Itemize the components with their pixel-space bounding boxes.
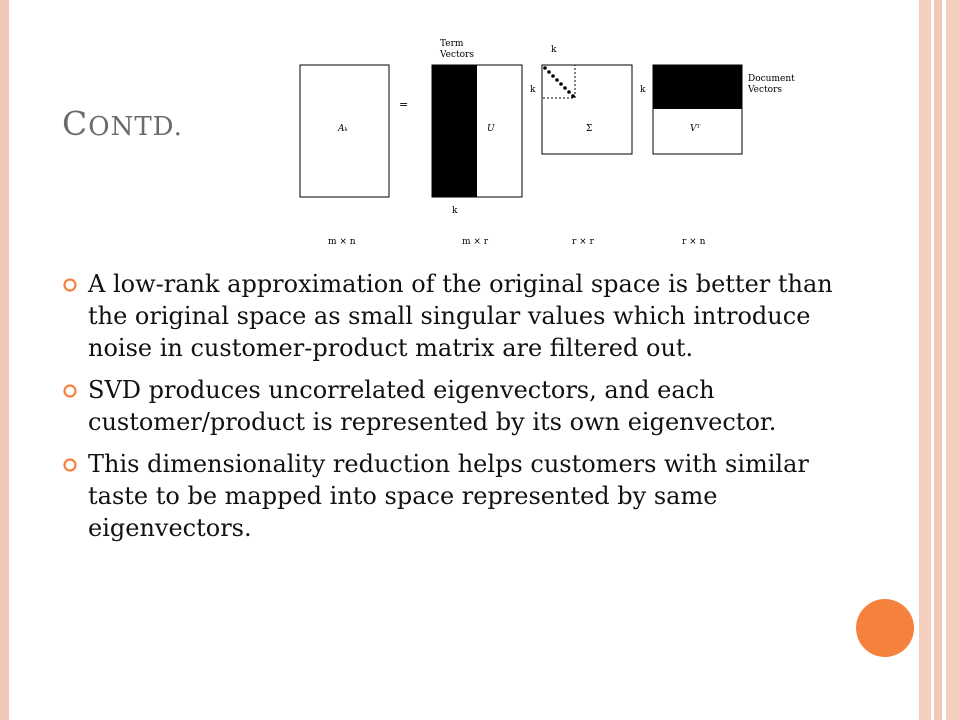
orange-ring-bullet-icon xyxy=(62,457,78,473)
orange-ring-bullet-icon xyxy=(62,277,78,293)
bullet-text: SVD produces uncorrelated eigenvectors, and each customer/product is represented by its own eigenvector. xyxy=(88,376,777,436)
equals-sign: = xyxy=(399,98,409,111)
slide-title xyxy=(62,104,183,143)
right-stripe-3 xyxy=(934,0,942,720)
bullet-item xyxy=(62,374,852,438)
bullet-item xyxy=(62,448,852,544)
matrix-vt-label: Vᵀ xyxy=(690,124,701,134)
term-vectors-label-2: Vectors xyxy=(440,50,474,60)
left-frame-border xyxy=(0,0,9,720)
svd-diagram xyxy=(290,30,810,255)
document-vectors-label-2: Vectors xyxy=(748,85,782,95)
bullet-text: A low-rank approximation of the original space is better than the original space as small singular values which introduce noise in customer-product matrix are filtered out. xyxy=(88,270,833,362)
dim-u-label: m × r xyxy=(462,237,489,247)
matrix-vt-document-vectors-block xyxy=(653,65,742,109)
right-stripe-1 xyxy=(919,0,931,720)
title-rest: ONTD. xyxy=(88,112,183,142)
dim-sigma-label: r × r xyxy=(572,237,594,247)
k-label-sigma-left: k xyxy=(530,85,536,95)
bullet-list xyxy=(62,268,852,554)
orange-accent-circle xyxy=(856,599,914,657)
bullet-text: This dimensionality reduction helps customers with similar taste to be mapped into space represented by same eigenvectors. xyxy=(88,450,809,542)
k-label-vt-left: k xyxy=(640,85,646,95)
matrix-sigma-label: Σ xyxy=(586,124,593,134)
k-label-u-bottom: k xyxy=(452,206,458,216)
dim-vt-label: r × n xyxy=(682,237,706,247)
dim-a-label: m × n xyxy=(328,237,356,247)
term-vectors-label-1: Term xyxy=(440,39,464,49)
matrix-u-label: U xyxy=(487,124,495,134)
matrix-a-label: Aₖ xyxy=(338,124,348,134)
title-initial: C xyxy=(62,104,89,143)
right-stripe-5 xyxy=(946,0,960,720)
matrix-u-term-vectors-block xyxy=(432,65,477,197)
document-vectors-label-1: Document xyxy=(748,74,795,84)
k-label-sigma-top: k xyxy=(551,45,557,55)
matrix-sigma-box xyxy=(542,65,632,154)
orange-ring-bullet-icon xyxy=(62,383,78,399)
bullet-item xyxy=(62,268,852,364)
